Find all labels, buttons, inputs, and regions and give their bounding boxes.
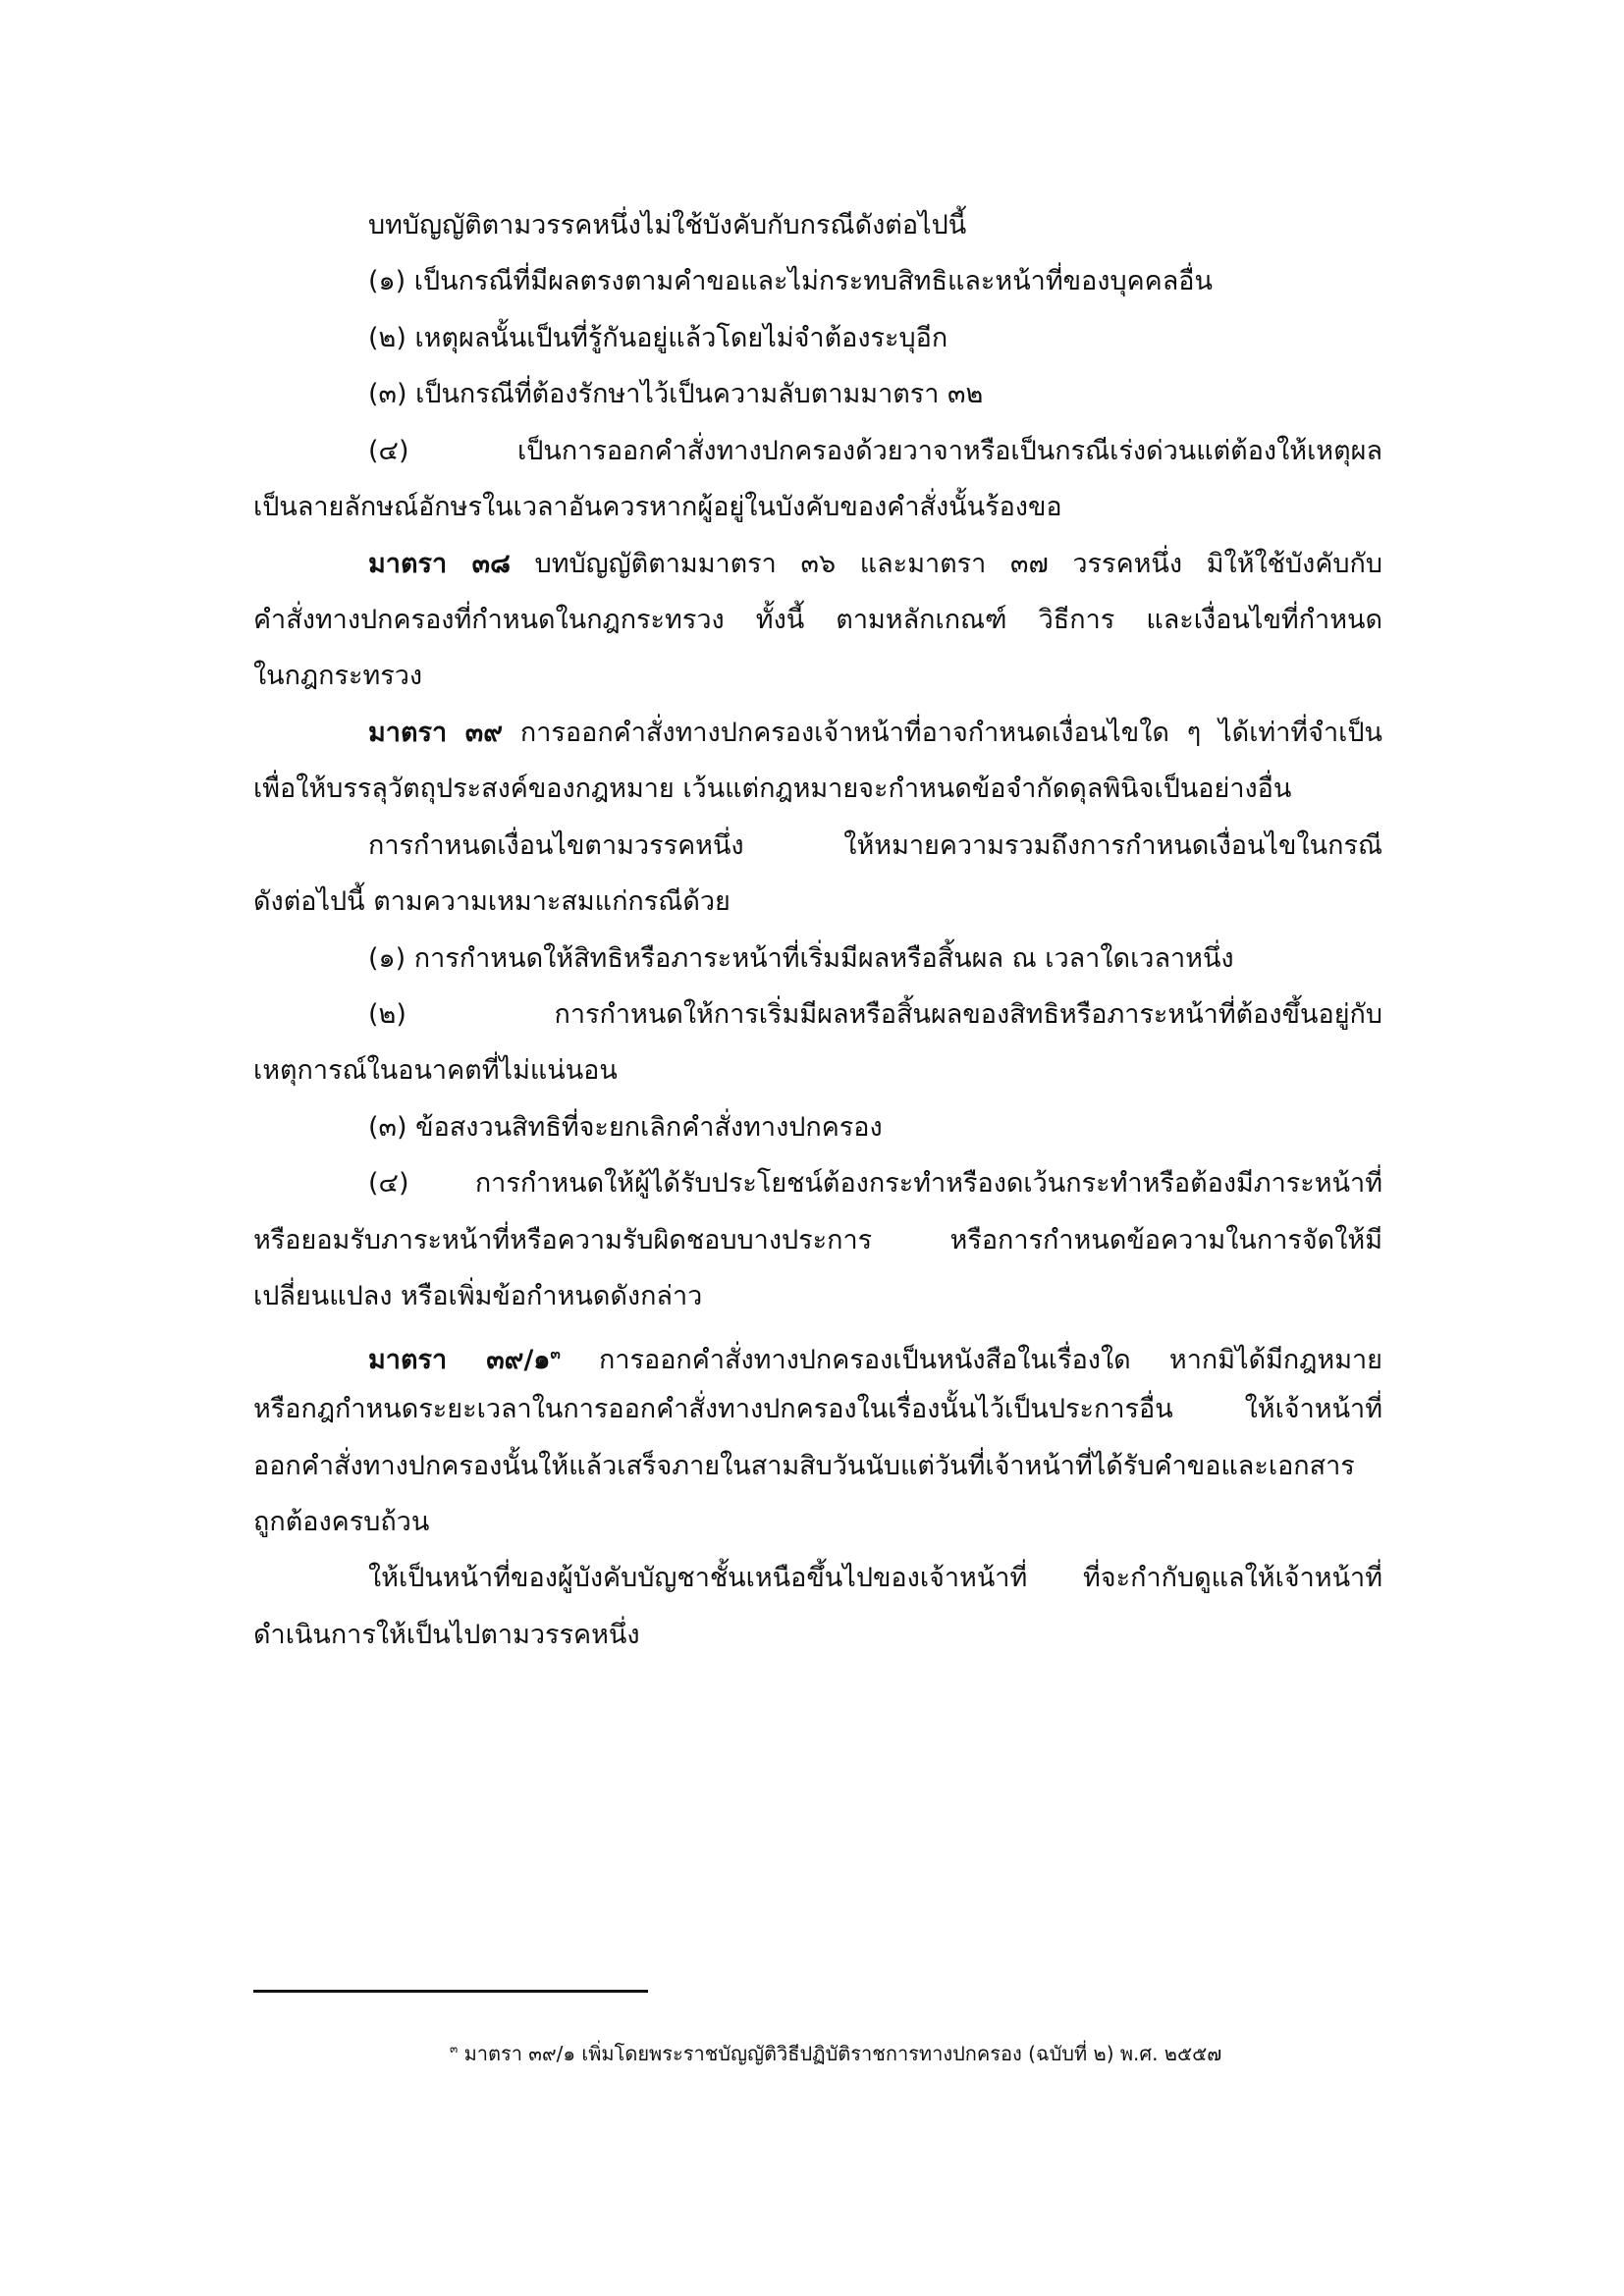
- section-39-para-2-line-2: ดังต่อไปนี้ ตามความเหมาะสมแก่กรณีด้วย: [253, 886, 731, 917]
- condition-item-4-line-1: (๔) การกำหนดให้ผู้ได้รับประโยชน์ต้องกระทำหรืองดเว้นกระทำหรือต้องมีภาระหน้าที่: [368, 1168, 1382, 1199]
- section-39-1-para-2-line-2: ดำเนินการให้เป็นไปตามวรรคหนึ่ง: [253, 1620, 640, 1650]
- exemption-item-2: (๒) เหตุผลนั้นเป็นที่รู้กันอยู่แล้วโดยไม่จำต้องระบุอีก: [368, 323, 948, 353]
- section-39-text-1: การออกคำสั่งทางปกครองเจ้าหน้าที่อาจกำหนดเงื่อนไขใด ๆ ได้เท่าที่จำเป็น: [519, 718, 1382, 748]
- footnote-separator: [253, 1990, 648, 1993]
- exemption-item-4-line-2: เป็นลายลักษณ์อักษรในเวลาอันควรหากผู้อยู่ในบังคับของคำสั่งนั้นร้องขอ: [253, 492, 1062, 522]
- section-39-line-2: เพื่อให้บรรลุวัตถุประสงค์ของกฎหมาย เว้นแต่กฎหมายจะกำหนดข้อจำกัดดุลพินิจเป็นอย่างอื่น: [253, 774, 1292, 804]
- exemption-item-4-line-1: (๔) เป็นการออกคำสั่งทางปกครองด้วยวาจาหรือเป็นกรณีเร่งด่วนแต่ต้องให้เหตุผล: [368, 436, 1382, 466]
- section-39-1-line-3: ออกคำสั่งทางปกครองนั้นให้แล้วเสร็จภายในสามสิบวันนับแต่วันที่เจ้าหน้าที่ได้รับคำขอและเอกสาร: [253, 1451, 1355, 1481]
- condition-item-2-line-1: (๒) การกำหนดให้การเริ่มมีผลหรือสิ้นผลของสิทธิหรือภาระหน้าที่ต้องขึ้นอยู่กับ: [368, 999, 1382, 1030]
- condition-item-4-line-3: เปลี่ยนแปลง หรือเพิ่มข้อกำหนดดังกล่าว: [253, 1281, 703, 1311]
- section-39-para-2-line-1: การกำหนดเงื่อนไขตามวรรคหนึ่ง ให้หมายความรวมถึงการกำหนดเงื่อนไขในกรณี: [368, 830, 1382, 861]
- section-38-line-2: คำสั่งทางปกครองที่กำหนดในกฎกระทรวง ทั้งนี้ ตามหลักเกณฑ์ วิธีการ และเงื่อนไขที่กำหนด: [253, 605, 1382, 635]
- section-39-1-line-1: [368, 1329, 1382, 1385]
- footnote-text: มาตรา ๓๙/๑ เพิ่มโดยพระราชบัญญัติวิธีปฏิบัติราชการทางปกครอง (ฉบับที่ ๒) พ.ศ. ๒๕๕๗: [463, 2042, 1222, 2065]
- section-39-1-text-1: การออกคำสั่งทางปกครองเป็นหนังสือในเรื่องใด หากมิได้มีกฎหมาย: [598, 1345, 1382, 1375]
- section-39-1-label: มาตรา ๓๙/๑$^๓$: [368, 1345, 561, 1375]
- condition-item-3: (๓) ข้อสงวนสิทธิที่จะยกเลิกคำสั่งทางปกครอง: [368, 1112, 883, 1143]
- section-39-1-line-2: หรือกฎกำหนดระยะเวลาในการออกคำสั่งทางปกครองในเรื่องนั้นไว้เป็นประการอื่น ให้เจ้าหน้าที่: [253, 1394, 1382, 1424]
- condition-item-1: (๑) การกำหนดให้สิทธิหรือภาระหน้าที่เริ่มมีผลหรือสิ้นผล ณ เวลาใดเวลาหนึ่ง: [368, 943, 1234, 974]
- section-38-line-1: [368, 540, 1382, 589]
- section-39-label: มาตรา ๓๙: [368, 718, 504, 748]
- section-38-label: มาตรา ๓๘: [368, 549, 511, 579]
- exemption-item-3: (๓) เป็นกรณีที่ต้องรักษาไว้เป็นความลับตามมาตรา ๓๒: [368, 379, 984, 409]
- paragraph-exemptions-intro: บทบัญญัติตามวรรคหนึ่งไม่ใช้บังคับกับกรณีดังต่อไปนี้: [368, 210, 967, 240]
- condition-item-4-line-2: หรือยอมรับภาระหน้าที่หรือความรับผิดชอบบางประการ หรือการกำหนดข้อความในการจัดให้มี: [253, 1225, 1382, 1255]
- exemption-item-1: (๑) เป็นกรณีที่มีผลตรงตามคำขอและไม่กระทบสิทธิและหน้าที่ของบุคคลอื่น: [368, 266, 1213, 296]
- section-39-line-1: [368, 709, 1382, 758]
- footnote: [450, 2033, 1221, 2069]
- footnote-marker: ๓: [450, 2042, 459, 2056]
- section-38-line-3: ในกฎกระทรวง: [253, 661, 423, 691]
- footnote-reference: ๓: [550, 1345, 561, 1362]
- section-39-1-para-2-line-1: ให้เป็นหน้าที่ของผู้บังคับบัญชาชั้นเหนือขึ้นไปของเจ้าหน้าที่ ที่จะกำกับดูแลให้เจ้าหน้าที่: [368, 1563, 1382, 1593]
- section-39-1-line-4: ถูกต้องครบถ้วน: [253, 1507, 430, 1537]
- section-38-text-1: บทบัญญัติตามมาตรา ๓๖ และมาตรา ๓๗ วรรคหนึ่ง มิให้ใช้บังคับกับ: [534, 549, 1383, 579]
- condition-item-2-line-2: เหตุการณ์ในอนาคตที่ไม่แน่นอน: [253, 1055, 618, 1086]
